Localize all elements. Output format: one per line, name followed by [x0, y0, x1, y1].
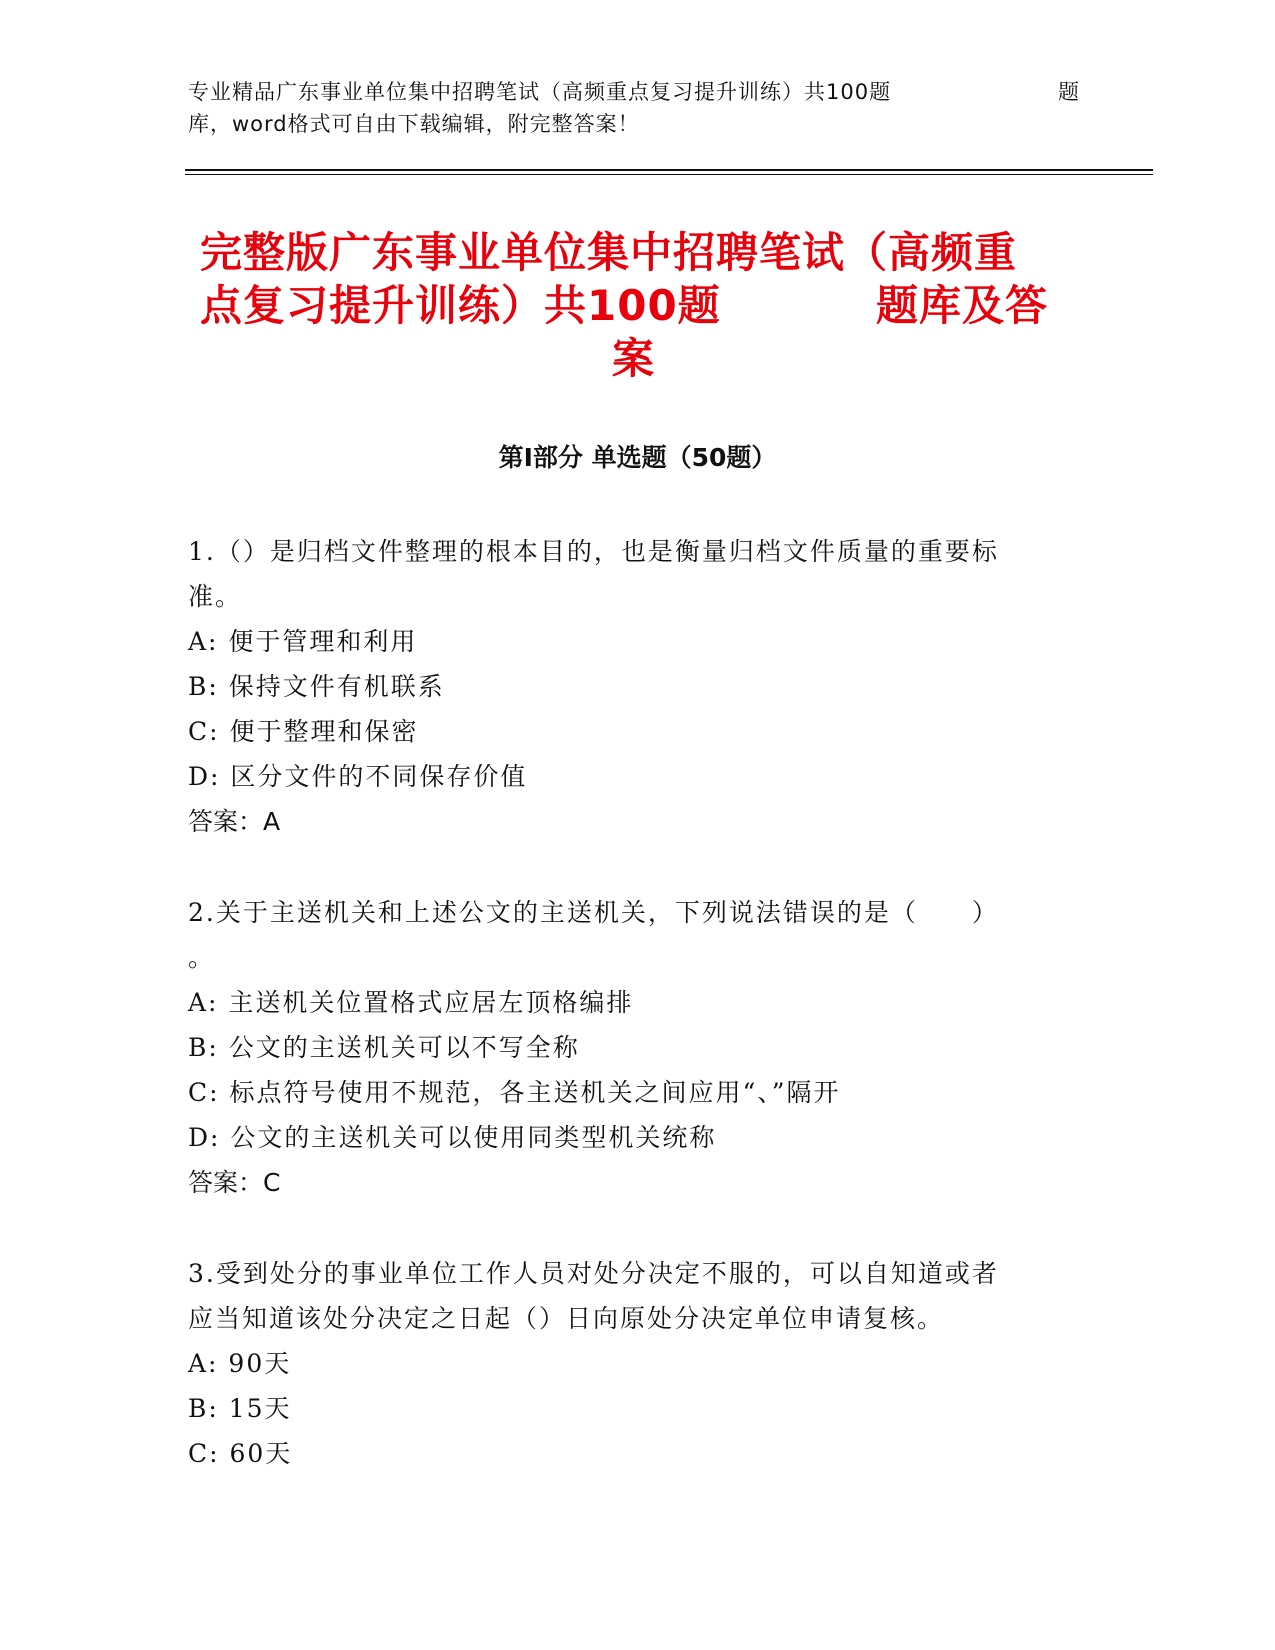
- option-c: C: 标点符号使用不规范，各主送机关之间应用“、”隔开: [188, 1078, 841, 1107]
- question-stem-line-1: 1.（）是归档文件整理的根本目的，也是衡量归档文件质量的重要标: [188, 537, 999, 566]
- option-c: C: 便于整理和保密: [188, 717, 419, 746]
- question-stem-line-2: 。: [188, 943, 216, 972]
- option-a: A: 主送机关位置格式应居左顶格编排: [188, 988, 634, 1017]
- option-d: D: 区分文件的不同保存价值: [188, 762, 528, 791]
- document-title-line-2: 点复习提升训练）共100题: [200, 281, 721, 330]
- answer-label: 答案：C: [188, 1168, 281, 1197]
- question-stem-line-2: 准。: [188, 582, 243, 611]
- document-title-line-1: 完整版广东事业单位集中招聘笔试（高频重: [200, 228, 1018, 277]
- header-rule-bottom: [185, 174, 1153, 175]
- question-stem-line-2: 应当知道该处分决定之日起（）日向原处分决定单位申请复核。: [188, 1304, 945, 1333]
- option-b: B: 保持文件有机联系: [188, 672, 445, 701]
- section-title: 第Ⅰ部分 单选题（50题）: [498, 443, 777, 472]
- header-line-1: 专业精品广东事业单位集中招聘笔试（高频重点复习提升训练）共100题: [188, 80, 892, 104]
- question-stem-line-1: 2.关于主送机关和上述公文的主送机关，下列说法错误的是（ ）: [188, 898, 999, 927]
- document-title-line-3: 案: [612, 334, 656, 383]
- option-d: D: 公文的主送机关可以使用同类型机关统称: [188, 1123, 717, 1152]
- question-stem-line-1: 3.受到处分的事业单位工作人员对处分决定不服的，可以自知道或者: [188, 1259, 999, 1288]
- option-c: C: 60天: [188, 1439, 293, 1468]
- option-a: A: 便于管理和利用: [188, 627, 418, 656]
- option-b: B: 公文的主送机关可以不写全称: [188, 1033, 580, 1062]
- option-a: A: 90天: [188, 1349, 292, 1378]
- header-rule-top: [185, 169, 1153, 171]
- header-line-1-tail: 题: [1058, 80, 1079, 104]
- answer-label: 答案：A: [188, 807, 281, 836]
- document-title-line-2-tail: 题库及答: [876, 281, 1049, 330]
- option-b: B: 15天: [188, 1394, 292, 1423]
- header-line-2: 库，word格式可自由下载编辑，附完整答案！: [188, 112, 640, 136]
